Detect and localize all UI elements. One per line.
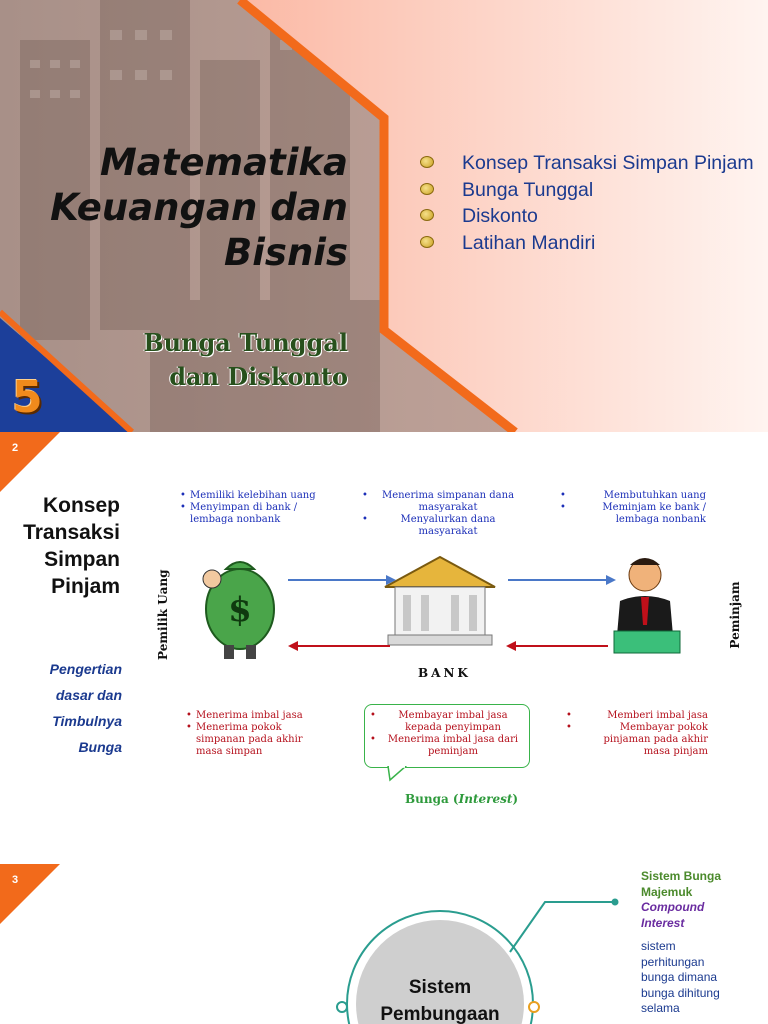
desc-line: perhitungan [641, 954, 705, 969]
topic-item [420, 177, 760, 204]
subtitle-line-1: Bunga Tunggal [143, 328, 348, 357]
slide-number: 2 [12, 442, 19, 454]
main-title [8, 140, 348, 275]
borrower-top-list [560, 490, 706, 526]
interest-label-text: Bunga ( [405, 792, 459, 806]
desc-line: sistem [641, 939, 676, 953]
slide-corner-accent [0, 432, 60, 492]
concept-subheading [10, 656, 122, 760]
interest-label-italic: Interest [458, 792, 513, 806]
bank-bottom-list [370, 710, 526, 758]
owner-top-list [180, 490, 330, 526]
owner-vertical-label: Pemilik Uang [156, 569, 170, 660]
topic-item [420, 150, 760, 177]
coin-bullet-icon [420, 156, 434, 168]
concept-subheading-line: dasar dan [55, 687, 122, 703]
main-title-line-3: Bisnis [224, 231, 348, 274]
topic-list [420, 150, 760, 256]
circle-text-line: Pembungaan [380, 1004, 500, 1024]
main-title-line-1: Matematika [99, 141, 348, 184]
compound-title [641, 869, 761, 900]
topic-label: Bunga Tunggal [462, 178, 594, 201]
slide-number: 3 [12, 874, 19, 886]
bank-top-list [362, 490, 524, 538]
connector-line [500, 894, 630, 954]
compound-title-line: Majemuk [641, 884, 693, 899]
list-item: • Membutuhkan uang [560, 490, 706, 502]
list-item: • Menyalurkan dana masyarakat [362, 514, 524, 538]
topic-label: Latihan Mandiri [462, 231, 596, 254]
concept-subheading-line: Timbulnya [52, 713, 122, 729]
list-item: • Membayar pokok pinjaman pada akhir masa pinjam [566, 722, 708, 758]
list-item: • Memberi imbal jasa [566, 710, 708, 722]
bank-building-icon [385, 557, 495, 645]
concept-heading-line: Pinjam [51, 575, 120, 598]
topic-label: Diskonto [462, 205, 538, 227]
concept-heading-line: Simpan [44, 548, 120, 571]
interest-label [405, 792, 518, 806]
bank-label: BANK [418, 666, 471, 680]
compound-italic-line: Compound [641, 900, 705, 914]
compound-italic-line: Interest [641, 915, 685, 930]
list-item: • Menyimpan di bank / lembaga nonbank [180, 502, 330, 526]
concept-subheading-line: Bunga [78, 739, 122, 755]
chapter-number: 5 [12, 372, 43, 423]
list-item: • Membayar imbal jasa kepada penyimpan [370, 710, 526, 734]
list-item: • Menerima simpanan dana masyarakat [362, 490, 524, 514]
topic-label: Konsep Transaksi Simpan Pinjam [462, 152, 754, 174]
desc-line: selama [641, 1001, 680, 1015]
slide-corner-accent [0, 864, 60, 924]
topic-item [420, 203, 760, 230]
concept-subheading-line: Pengertian [49, 661, 122, 677]
list-item: • Menerima imbal jasa dari peminjam [370, 734, 526, 758]
owner-bottom-list [186, 710, 326, 758]
coin-bullet-icon [420, 209, 434, 221]
concept-slide [0, 432, 768, 864]
list-item: • Menerima pokok simpanan pada akhir masa simpan [186, 722, 326, 758]
borrower-bottom-list [566, 710, 708, 758]
borrower-vertical-label: Peminjam [728, 581, 742, 649]
money-bag-owner-icon [203, 562, 274, 659]
topic-item [420, 230, 760, 257]
interest-label-close: ) [512, 792, 519, 806]
compound-italic [641, 900, 761, 931]
svg-text:$: $ [228, 590, 252, 630]
concept-heading-line: Konsep [42, 494, 120, 517]
desc-line: bunga dihitung [641, 985, 720, 1000]
title-slide [0, 0, 768, 432]
list-item: • Menerima imbal jasa [186, 710, 326, 722]
circle-text-line: Sistem [408, 977, 472, 998]
callout-tail [386, 766, 408, 782]
compound-interest-panel [641, 869, 761, 1017]
desc-line: bunga dimana [641, 970, 718, 984]
list-item: • Meminjam ke bank / lembaga nonbank [560, 502, 706, 526]
concept-heading [10, 492, 120, 600]
list-item: • Memiliki kelebihan uang [180, 490, 330, 502]
system-circle-text [346, 974, 534, 1024]
coin-bullet-icon [420, 183, 434, 195]
main-title-line-2: Keuangan dan [50, 186, 348, 229]
flow-diagram [190, 547, 700, 667]
compound-description [641, 939, 761, 1017]
businessman-borrower-icon [614, 558, 680, 653]
subtitle-line-2: dan Diskonto [169, 362, 348, 391]
interest-system-slide [0, 864, 768, 1024]
coin-bullet-icon [420, 236, 434, 248]
subtitle [8, 326, 348, 394]
compound-title-line: Sistem Bunga [641, 869, 722, 883]
concept-heading-line: Transaksi [23, 521, 120, 544]
